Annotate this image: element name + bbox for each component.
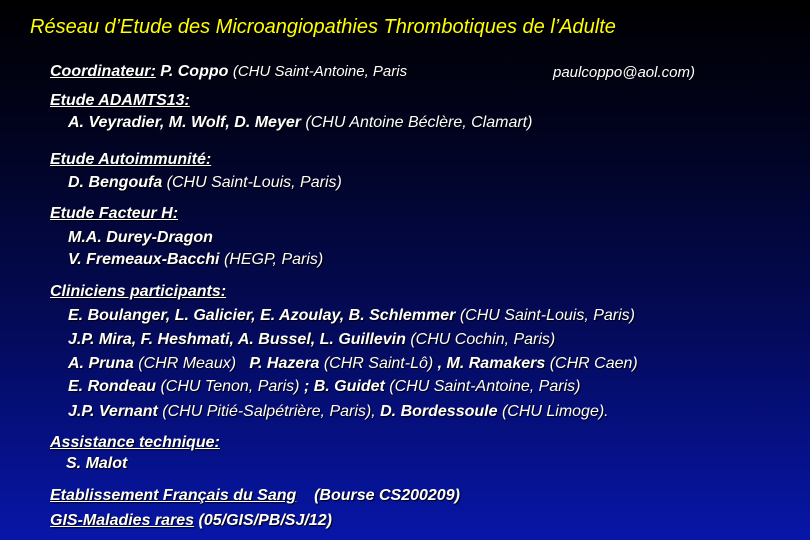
- facteur-h-name2: V. Fremeaux-Bacchi: [68, 251, 220, 268]
- autoimmunite-line: [68, 174, 342, 192]
- clinicians-institution: (CHU Tenon, Paris): [160, 378, 300, 395]
- facteur-h-institution2: (HEGP, Paris): [223, 251, 324, 268]
- clinicians-names: J.P. Vernant: [68, 403, 158, 420]
- clinicians-names: J.P. Mira, F. Heshmati, A. Bussel, L. Guillevin: [68, 331, 406, 348]
- clinicians-institution: (CHR Caen): [549, 355, 638, 372]
- clinicians-institution: (CHU Saint-Louis, Paris): [459, 307, 635, 324]
- clinicians-institution: (CHU Limoge).: [501, 403, 609, 420]
- cliniciens-row: [68, 378, 580, 396]
- coordinator-label: Coordinateur:: [50, 63, 156, 80]
- clinicians-names: E. Boulanger, L. Galicier, E. Azoulay, B. Schlemmer: [68, 307, 456, 324]
- clinicians-names: ; B. Guidet: [303, 378, 385, 395]
- adamts13-line: [68, 114, 532, 132]
- adamts13-names: A. Veyradier, M. Wolf, D. Meyer: [68, 114, 301, 131]
- clinicians-names: , M. Ramakers: [437, 355, 546, 372]
- coordinator-name: P. Coppo: [160, 63, 229, 80]
- gis-label: GIS-Maladies rares: [50, 512, 195, 529]
- clinicians-names: E. Rondeau: [68, 378, 157, 395]
- autoimmunite-label: Etude Autoimmunité:: [50, 151, 212, 168]
- coordinator-institution: (CHU Saint-Antoine, Paris: [232, 63, 408, 80]
- gis-detail: (05/GIS/PB/SJ/12): [198, 512, 332, 529]
- adamts13-institution: (CHU Antoine Béclère, Clamart): [305, 114, 533, 131]
- autoimmunite-institution: (CHU Saint-Louis, Paris): [166, 174, 342, 191]
- page-title: Réseau d’Etude des Microangiopathies Thrombotiques de l’Adulte: [30, 16, 616, 38]
- adamts13-label: Etude ADAMTS13:: [50, 92, 190, 109]
- gis-line: [50, 512, 332, 530]
- clinicians-names: P. Hazera: [249, 355, 320, 372]
- clinicians-institution: (CHR Meaux): [138, 355, 237, 372]
- cliniciens-row: [68, 331, 555, 349]
- autoimmunite-names: D. Bengoufa: [68, 174, 163, 191]
- efs-line: [50, 487, 460, 505]
- clinicians-institution: (CHU Cochin, Paris): [410, 331, 556, 348]
- clinicians-names: A. Pruna: [68, 355, 134, 372]
- efs-label: Etablissement Français du Sang: [50, 487, 297, 504]
- clinicians-institution: (CHU Pitié-Salpétrière, Paris),: [162, 403, 376, 420]
- cliniciens-row: [68, 307, 635, 325]
- clinicians-names: D. Bordessoule: [380, 403, 498, 420]
- cliniciens-label: Cliniciens participants:: [50, 283, 227, 300]
- coordinator-email: paulcoppo@aol.com): [553, 64, 695, 81]
- cliniciens-row: [68, 355, 638, 373]
- facteur-h-line2: [68, 251, 323, 269]
- coordinator-line: [50, 63, 407, 81]
- efs-detail: (Bourse CS200209): [314, 487, 460, 504]
- assistance-label: Assistance technique:: [50, 434, 220, 451]
- assistance-name: S. Malot: [66, 455, 128, 472]
- facteur-h-label: Etude Facteur H:: [50, 205, 179, 222]
- cliniciens-row: [68, 403, 609, 421]
- clinicians-institution: (CHU Saint-Antoine, Paris): [389, 378, 581, 395]
- clinicians-institution: (CHR Saint-Lô): [323, 355, 434, 372]
- facteur-h-name1: M.A. Durey-Dragon: [68, 229, 213, 246]
